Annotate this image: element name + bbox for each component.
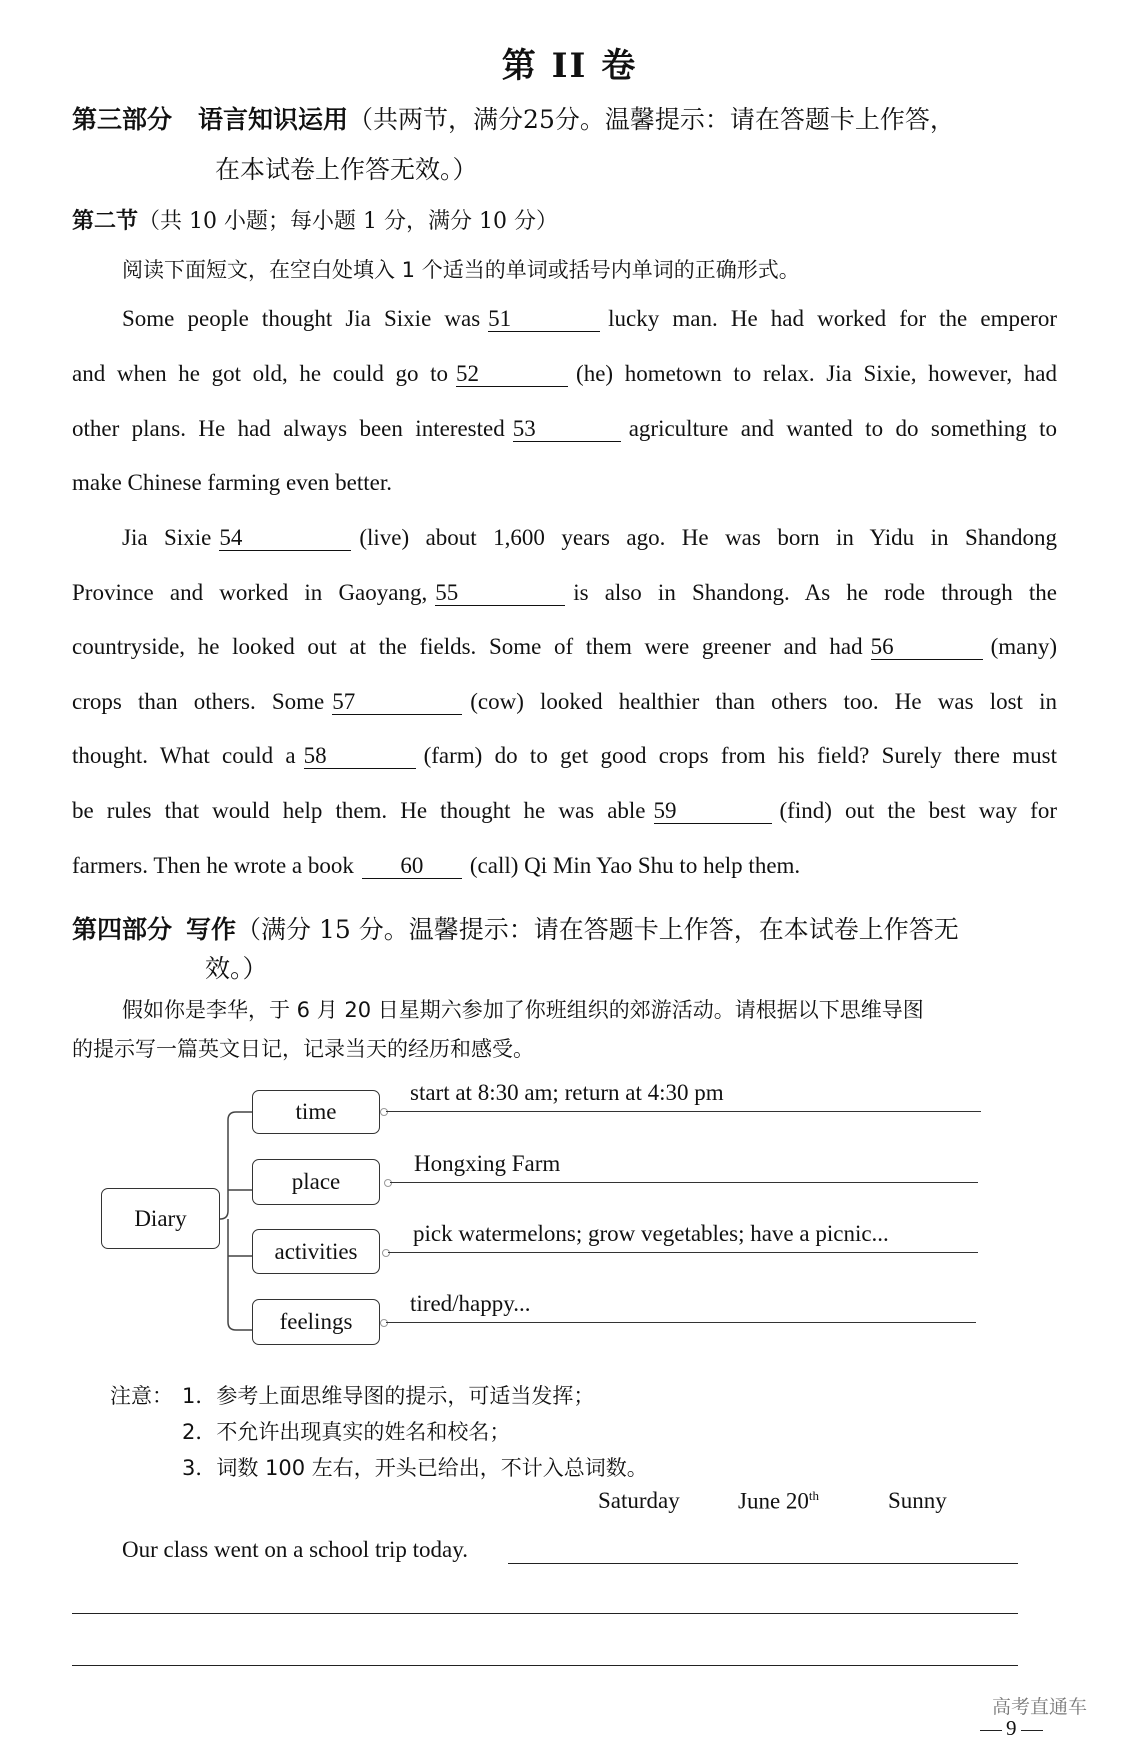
- connector-dot: [384, 1179, 392, 1187]
- part3-note-1: （共两节，满分25分。温馨提示：请在答题卡上作答，: [348, 105, 955, 134]
- mindmap-detail-feelings: tired/happy...: [410, 1291, 531, 1316]
- part4-prompt-1: 假如你是李华，于 6 月 20 日星期六参加了你班组织的郊游活动。请根据以下思维导图: [122, 998, 924, 1022]
- section2-note: （共 10 小题；每小题 1 分，满分 10 分）: [138, 209, 558, 234]
- writing-line-2[interactable]: [72, 1613, 1018, 1614]
- passage-line-3: other plans. He had always been interested 53 agriculture and wanted to do something to: [72, 416, 1057, 441]
- blank-59[interactable]: 59: [654, 799, 772, 824]
- note-item-3: 3．词数 100 左右，开头已给出，不计入总词数。: [182, 1456, 648, 1480]
- passage-line-11: farmers. Then he wrote a book 60 (call) Qi Min Yao Shu to help them.: [72, 853, 801, 878]
- diary-weather: Sunny: [888, 1488, 947, 1513]
- note-item-2: 2．不允许出现真实的姓名和校名；: [182, 1420, 511, 1444]
- mindmap-detail-time: start at 8:30 am; return at 4:30 pm: [410, 1080, 724, 1105]
- blank-56[interactable]: 56: [871, 635, 983, 660]
- passage-line-8: crops than others. Some 57 (cow) looked healthier than others too. He was lost in: [72, 689, 1057, 714]
- blank-58[interactable]: 58: [304, 744, 416, 769]
- part4-prompt-2: 的提示写一篇英文日记，记录当天的经历和感受。: [72, 1037, 534, 1061]
- mindmap-detail-place: Hongxing Farm: [414, 1151, 561, 1176]
- section2-instruction: 阅读下面短文，在空白处填入 1 个适当的单词或括号内单词的正确形式。: [122, 258, 800, 282]
- writing-line-3[interactable]: [72, 1665, 1018, 1666]
- part4-note-2: 效。）: [205, 954, 268, 983]
- passage-line-6: Province and worked in Gaoyang, 55 is also in Shandong. As he rode through the: [72, 580, 1057, 605]
- passage-line-5: Jia Sixie 54 (live) about 1,600 years ago. He was born in Yidu in Shandong: [122, 525, 1057, 550]
- diary-date: June 20th: [738, 1488, 820, 1514]
- blank-60[interactable]: 60: [362, 854, 462, 879]
- passage-line-4: make Chinese farming even better.: [72, 470, 392, 495]
- mindmap-node-activities: activities: [252, 1229, 380, 1274]
- mindmap-node-feelings: feelings: [252, 1299, 380, 1345]
- connector-dot: [380, 1108, 388, 1116]
- blank-51[interactable]: 51: [488, 307, 600, 332]
- connector-dot: [380, 1319, 388, 1327]
- mindmap-rule: [388, 1252, 978, 1253]
- writing-line-1[interactable]: [508, 1563, 1018, 1564]
- blank-52[interactable]: 52: [456, 362, 568, 387]
- mindmap-rule: [386, 1111, 981, 1112]
- diary-start-text: Our class went on a school trip today.: [122, 1537, 468, 1562]
- part4-heading: 第四部分: [72, 915, 173, 944]
- notes-label: 注意：: [110, 1384, 173, 1408]
- part3-title: 语言知识运用: [198, 105, 349, 134]
- page-number: 9: [980, 1716, 1043, 1741]
- blank-54[interactable]: 54: [219, 526, 351, 551]
- watermark: 高考直通车: [992, 1696, 1088, 1718]
- page-title: 第 II 卷: [501, 46, 638, 86]
- blank-53[interactable]: 53: [513, 417, 621, 442]
- part3-note-2: 在本试卷上作答无效。）: [215, 155, 478, 184]
- mindmap-root: Diary: [101, 1188, 220, 1249]
- passage-line-9: thought. What could a 58 (farm) do to get good crops from his field? Surely there must: [72, 743, 1057, 768]
- mindmap-rule: [390, 1182, 978, 1183]
- mindmap-detail-activities: pick watermelons; grow vegetables; have a picnic...: [413, 1221, 889, 1246]
- passage-line-1: Some people thought Jia Sixie was 51 lucky man. He had worked for the emperor: [122, 306, 1057, 331]
- part3-heading-line: [72, 100, 1072, 136]
- passage-line-10: be rules that would help them. He thought he was able 59 (find) out the best way for: [72, 798, 1057, 823]
- connector-dot: [382, 1249, 390, 1257]
- note-item-1: 1．参考上面思维导图的提示，可适当发挥；: [182, 1384, 595, 1408]
- passage-line-2: and when he got old, he could go to 52 (he) hometown to relax. Jia Sixie, however, had: [72, 361, 1057, 386]
- part4-note-1: （满分 15 分。温馨提示：请在答题卡上作答，在本试卷上作答无: [236, 915, 959, 944]
- mindmap-rule: [386, 1322, 976, 1323]
- section2-heading-line: [72, 204, 558, 235]
- blank-57[interactable]: 57: [332, 690, 462, 715]
- blank-55[interactable]: 55: [435, 581, 565, 606]
- passage-line-7: countryside, he looked out at the fields. Some of them were greener and had 56 (many): [72, 634, 1057, 659]
- part3-heading: 第三部分: [72, 105, 173, 134]
- mindmap-node-place: place: [252, 1159, 380, 1205]
- section2-heading: 第二节: [72, 208, 139, 234]
- part4-heading-line: [72, 910, 1072, 946]
- part4-title: 写作: [186, 915, 237, 944]
- mindmap-node-time: time: [252, 1090, 380, 1134]
- diary-day: Saturday: [598, 1488, 680, 1513]
